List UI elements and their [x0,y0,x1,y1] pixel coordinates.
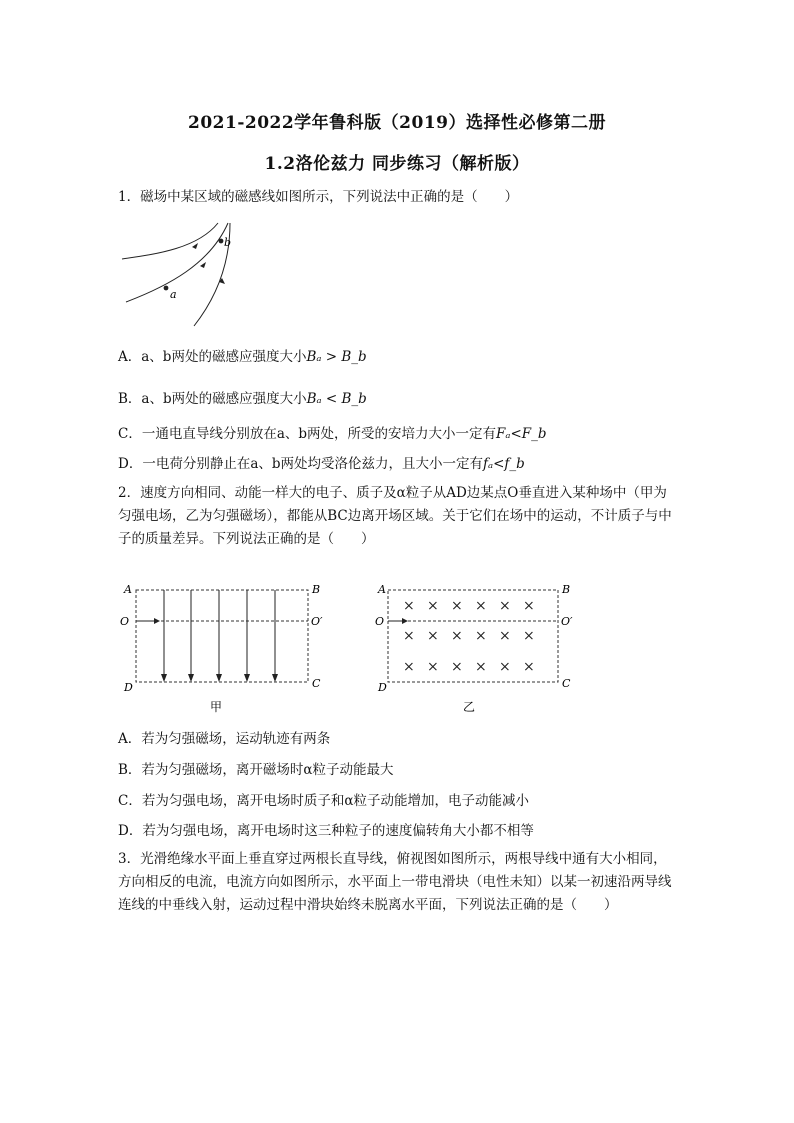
svg-text:×: × [475,628,487,644]
electric-field-arrows [161,674,278,682]
svg-text:×: × [499,598,511,614]
q2-option-a[interactable]: A．若为匀强磁场，运动轨迹有两条 [118,731,331,747]
q2-option-b[interactable]: B．若为匀强磁场，离开磁场时α粒子动能最大 [118,762,394,778]
magnetic-field-crosses [403,598,535,675]
label-O-prime-left: O′ [311,615,323,628]
caption-right: 乙 [463,700,476,714]
svg-text:×: × [403,628,415,644]
document-title: 2021-2022学年鲁科版（2019）选择性必修第二册 [188,113,606,133]
point-a [164,286,169,291]
label-D-left: D [124,681,133,694]
question-2-stem: 2．速度方向相同、动能一样大的电子、质子及α粒子从AD边某点O垂直进入某种场中（甲为匀强电场，乙为匀强磁场），都能从BC边离开场区域。关于它们在场中的运动，不计质子与中子的质量差异。下列说法正确的是（ ） [118,485,672,547]
label-C-left: C [312,677,321,690]
q1-option-a[interactable]: A．a、b两处的磁感应强度大小Bₐ > B_b [118,349,367,365]
svg-text:×: × [451,598,463,614]
question-1-stem: 1．磁场中某区域的磁感线如图所示，下列说法中正确的是（ ） [118,189,519,205]
label-B-right: B [562,583,571,596]
svg-text:×: × [403,659,415,675]
svg-text:×: × [523,628,535,644]
q1-option-d-math: fₐ<f_b [483,456,525,472]
svg-text:×: × [523,659,535,675]
q2-electric-field-figure [118,580,333,715]
caption-left: 甲 [210,700,223,714]
svg-text:×: × [475,659,487,675]
svg-text:×: × [499,659,511,675]
label-a: a [170,288,177,301]
q1-option-c-math: Fₐ<F_b [496,426,547,442]
q1-option-b-math: Bₐ < B_b [306,391,367,407]
label-B-left: B [312,583,321,596]
svg-text:×: × [475,598,487,614]
q2-magnetic-field-figure [373,580,588,715]
q1-option-b[interactable]: B．a、b两处的磁感应强度大小Bₐ < B_b [118,391,367,407]
q1-option-d[interactable]: D．一电荷分别静止在a、b两处均受洛伦兹力，且大小一定有fₐ<f_b [118,456,525,472]
label-A-left: A [124,583,132,596]
field-line-1 [122,223,218,259]
q1-option-a-math: Bₐ > B_b [306,349,367,365]
svg-text:×: × [427,628,439,644]
label-O-left: O [120,615,130,628]
point-b [219,239,224,244]
q1-field-lines-figure [118,218,248,333]
label-O-prime-right: O′ [561,615,573,628]
arrow-on-line-1 [192,243,198,249]
q1-option-c[interactable]: C．一通电直导线分别放在a、b两处，所受的安培力大小一定有Fₐ<F_b [118,426,547,442]
question-3-stem: 3．光滑绝缘水平面上垂直穿过两根长直导线，俯视图如图所示，两根导线中通有大小相同，方向相反的电流，电流方向如图所示，水平面上一带电滑块（电性未知）以某一初速沿两导线连线的中垂线入射，运动过程中滑块始终未脱离水平面，下列说法正确的是（ ） [118,851,672,913]
arrow-on-line-3 [219,278,225,284]
label-A-right: A [378,583,386,596]
label-b: b [224,236,232,249]
svg-text:×: × [427,659,439,675]
svg-text:×: × [403,598,415,614]
svg-text:×: × [523,598,535,614]
field-line-2 [126,223,228,302]
label-D-right: D [378,681,387,694]
q2-option-d[interactable]: D．若为匀强电场，离开电场时这三种粒子的速度偏转角大小都不相等 [118,823,534,839]
svg-text:×: × [451,659,463,675]
q2-option-c[interactable]: C．若为匀强电场，离开电场时质子和α粒子动能增加，电子动能减小 [118,793,529,809]
field-region-left [136,590,308,682]
label-O-right: O [375,615,385,628]
document-subtitle: 1.2洛伦兹力 同步练习（解析版） [264,154,530,174]
svg-text:×: × [427,598,439,614]
electric-field-lines [164,590,275,679]
svg-text:×: × [451,628,463,644]
svg-text:×: × [499,628,511,644]
label-C-right: C [562,677,571,690]
arrow-on-line-2 [200,262,206,268]
